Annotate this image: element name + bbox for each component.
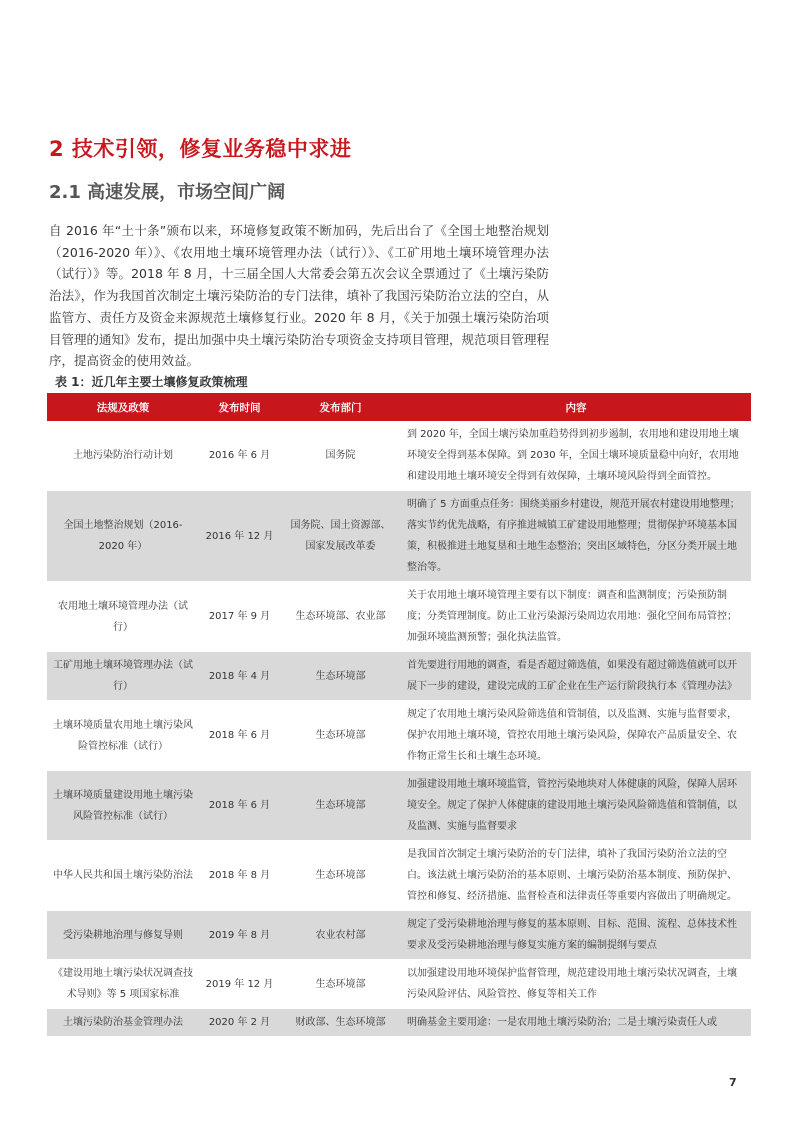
policy-name-cell: 农用地土壤环境管理办法（试行） xyxy=(47,582,199,652)
content-cell: 到 2020 年，全国土壤污染加重趋势得到初步遏制，农用地和建设用地土壤环境安全得到基本保障。到 2030 年，全国土壤环境质量稳中向好，农用地和建设用地土壤环境安全得到有效保障，土壤环境风险得到全面管控。 xyxy=(401,421,751,491)
policy-name-cell: 土壤环境质量农用地土壤污染风险管控标准（试行） xyxy=(47,701,199,771)
section-heading: 2 技术引领，修复业务稳中求进 xyxy=(49,137,352,161)
department-cell: 生态环境部 xyxy=(280,701,401,771)
policy-name-cell: 土壤环境质量建设用地土壤污染风险管控标准（试行） xyxy=(47,771,199,841)
policy-name-cell: 《建设用地土壤污染状况调查技术导则》等 5 项国家标准 xyxy=(47,960,199,1009)
department-cell: 农业农村部 xyxy=(280,911,401,960)
date-cell: 2018 年 6 月 xyxy=(199,701,280,771)
table-row xyxy=(47,582,751,652)
content-cell: 关于农用地土壤环境管理主要有以下制度：调查和监测制度；污染预防制度；分类管理制度。防止工业污染源污染周边农用地：强化空间布局管控；加强环境监测预警；强化执法监管。 xyxy=(401,582,751,652)
table-row xyxy=(47,960,751,1009)
date-cell: 2019 年 12 月 xyxy=(199,960,280,1009)
policy-name-cell: 全国土地整治规划（2016-2020 年） xyxy=(47,491,199,582)
table-row xyxy=(47,911,751,960)
table-row xyxy=(47,701,751,771)
table-caption: 表 1：近几年主要土壤修复政策梳理 xyxy=(55,375,248,389)
body-paragraph: 自 2016 年“土十条”颁布以来，环境修复政策不断加码，先后出台了《全国土地整治规划（2016-2020 年）》、《农用地土壤环境管理办法（试行）》、《工矿用地土壤环境管理办法（试行）》等。2018 年 8 月，十三届全国人大常委会第五次会议全票通过了《土壤污染防治法》，作为我国首次制定土壤污染防治的专门法律，填补了我国污染防治立法的空白，从监管方、责任方及资金来源规范土壤修复行业。2020 年 8 月，《关于加强土壤污染防治项目管理的通知》发布，提出加强中央土壤污染防治专项资金支持项目管理，规范项目管理程序，提高资金的使用效益。 xyxy=(49,223,550,369)
department-cell: 生态环境部 xyxy=(280,652,401,701)
policy-name-cell: 中华人民共和国土壤污染防治法 xyxy=(47,841,199,911)
date-cell: 2018 年 6 月 xyxy=(199,771,280,841)
table-row xyxy=(47,771,751,841)
content-cell: 明确基金主要用途：一是农用地土壤污染防治；二是土壤污染责任人或 xyxy=(401,1009,751,1037)
header-policy: 法规及政策 xyxy=(47,393,199,421)
department-cell: 生态环境部 xyxy=(280,771,401,841)
date-cell: 2016 年 6 月 xyxy=(199,421,280,491)
content-cell: 规定了农用地土壤污染风险筛选值和管制值，以及监测、实施与监督要求，保护农用地土壤环境，管控农用地土壤污染风险，保障农产品质量安全、农作物正常生长和土壤生态环境。 xyxy=(401,701,751,771)
department-cell: 生态环境部 xyxy=(280,960,401,1009)
content-cell: 加强建设用地土壤环境监管，管控污染地块对人体健康的风险，保障人居环境安全。规定了保护人体健康的建设用地土壤污染风险筛选值和管制值，以及监测、实施与监督要求 xyxy=(401,771,751,841)
department-cell: 生态环境部、农业部 xyxy=(280,582,401,652)
header-department: 发布部门 xyxy=(280,393,401,421)
date-cell: 2019 年 8 月 xyxy=(199,911,280,960)
table-row xyxy=(47,421,751,491)
date-cell: 2016 年 12 月 xyxy=(199,491,280,582)
department-cell: 财政部、生态环境部 xyxy=(280,1009,401,1037)
header-content: 内容 xyxy=(401,393,751,421)
table-header-row xyxy=(47,393,751,421)
content-cell: 明确了 5 方面重点任务：围绕美丽乡村建设，规范开展农村建设用地整理；落实节约优先战略，有序推进城镇工矿建设用地整理；贯彻保护环境基本国策，积极推进土地复垦和土地生态整治；突出区域特色，分区分类开展土地整治等。 xyxy=(401,491,751,582)
department-cell: 生态环境部 xyxy=(280,841,401,911)
policy-name-cell: 土地污染防治行动计划 xyxy=(47,421,199,491)
policy-name-cell: 受污染耕地治理与修复导则 xyxy=(47,911,199,960)
content-cell: 规定了受污染耕地治理与修复的基本原则、目标、范围、流程、总体技术性要求及受污染耕地治理与修复实施方案的编制提纲与要点 xyxy=(401,911,751,960)
date-cell: 2018 年 8 月 xyxy=(199,841,280,911)
date-cell: 2017 年 9 月 xyxy=(199,582,280,652)
content-cell: 以加强建设用地环境保护监督管理，规范建设用地土壤污染状况调查，土壤污染风险评估、风险管控、修复等相关工作 xyxy=(401,960,751,1009)
table-row xyxy=(47,1009,751,1037)
table-row xyxy=(47,841,751,911)
page-number: 7 xyxy=(729,1076,737,1089)
date-cell: 2018 年 4 月 xyxy=(199,652,280,701)
content-cell: 是我国首次制定土壤污染防治的专门法律，填补了我国污染防治立法的空白。该法就土壤污染防治的基本原则、土壤污染防治基本制度、预防保护、管控和修复、经济措施、监督检查和法律责任等重要内容做出了明确规定。 xyxy=(401,841,751,911)
policy-table xyxy=(47,393,751,1037)
department-cell: 国务院 xyxy=(280,421,401,491)
policy-name-cell: 工矿用地土壤环境管理办法（试行） xyxy=(47,652,199,701)
table-row xyxy=(47,652,751,701)
date-cell: 2020 年 2 月 xyxy=(199,1009,280,1037)
department-cell: 国务院、国土资源部、国家发展改革委 xyxy=(280,491,401,582)
content-cell: 首先要进行用地的调查，看是否超过筛选值，如果没有超过筛选值就可以开展下一步的建设，建设完成的工矿企业在生产运行阶段执行本《管理办法》 xyxy=(401,652,751,701)
subsection-heading: 2.1 高速发展，市场空间广阔 xyxy=(49,182,286,203)
header-date: 发布时间 xyxy=(199,393,280,421)
table-row xyxy=(47,491,751,582)
policy-name-cell: 土壤污染防治基金管理办法 xyxy=(47,1009,199,1037)
